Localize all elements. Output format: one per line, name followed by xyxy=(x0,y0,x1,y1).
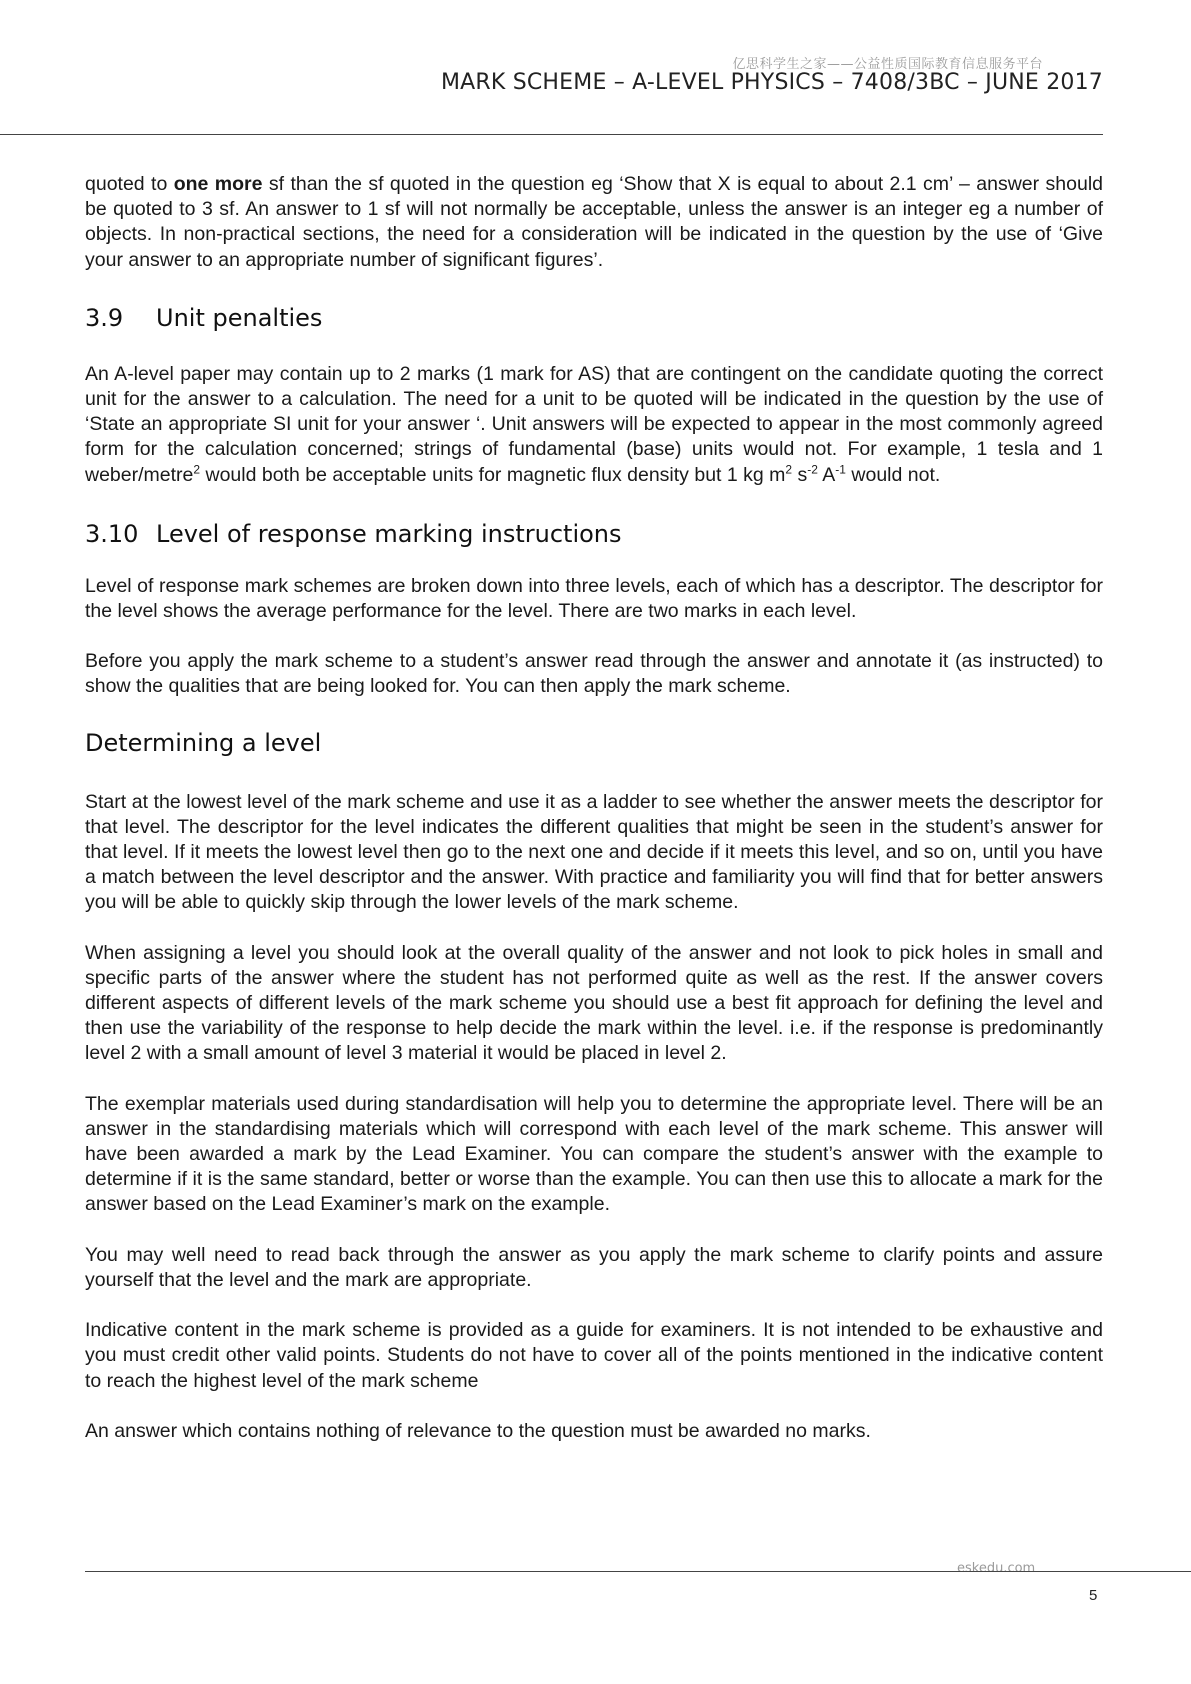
unit-penalties-paragraph xyxy=(85,362,1103,488)
section-heading-3-10 xyxy=(85,519,1103,549)
intro-bold-text: one more xyxy=(173,173,263,195)
header-watermark: 亿思科学生之家——公益性质国际教育信息服务平台 xyxy=(732,57,1043,72)
header-title: MARK SCHEME – A-LEVEL PHYSICS – 7408/3BC – JUNE 2017 xyxy=(440,70,1103,95)
superscript: 2 xyxy=(785,462,793,477)
unit-text-a: An A-level paper may contain up to 2 marks (1 mark for AS) that are contingent on the candidate quoting the correct unit for the answer to a calculation. The need for a unit to be quoted will be indicated in the question by the use of ‘State an appropriate SI unit for your answer ‘. Unit answers will be expected to appear in the most commonly agreed form for the calculation concerned; strings of fundamental (base) units would not. For example, 1 tesla and 1 weber/metre xyxy=(85,362,1103,486)
intro-text-end: sf than the sf quoted in the question eg ‘Show that X is equal to about 2.1 cm’ – answer should be quoted to 3 sf. An answer to 1 sf will not normally be acceptable, unless the answer is an integer eg a number of objects. In non-practical sections, the need for a consideration will be indicated in the question by the use of ‘Give your answer to an appropriate number of significant figures’. xyxy=(85,173,1104,271)
superscript: -1 xyxy=(835,462,846,477)
section-heading-3-9 xyxy=(85,303,1103,333)
header-rule xyxy=(0,134,1103,135)
unit-text-c: s xyxy=(792,463,808,486)
paragraph: You may well need to read back through the answer as you apply the mark scheme to clarify points and assure yourself that the level and the mark are appropriate. xyxy=(85,1243,1103,1291)
footer-watermark: eskedu.com xyxy=(957,1561,1036,1576)
footer-rule xyxy=(85,1571,1191,1572)
page-number: 5 xyxy=(1089,1587,1098,1604)
unit-text-e: would not. xyxy=(845,463,941,486)
paragraph: Before you apply the mark scheme to a student’s answer read through the answer and annotate it (as instructed) to show the qualities that are being looked for. You can then apply the mark scheme. xyxy=(85,650,1103,698)
section-title: Unit penalties xyxy=(156,303,323,332)
paragraph: An answer which contains nothing of relevance to the question must be awarded no marks. xyxy=(85,1419,871,1442)
paragraph: The exemplar materials used during standardisation will help you to determine the appropriate level. There will be an answer in the standardising materials which will correspond with each level of the mark scheme. This answer will have been awarded a mark by the Lead Examiner. You can compare the student’s answer with the example to determine if it is the same standard, better or worse than the example. You can then use this to allocate a mark for the answer based on the Lead Examiner’s mark on the example. xyxy=(85,1092,1103,1216)
page-body xyxy=(85,172,1103,1444)
section-number: 3.10 xyxy=(85,519,139,548)
section-title: Level of response marking instructions xyxy=(156,519,622,548)
unit-text-d: A xyxy=(817,463,836,486)
section-number: 3.9 xyxy=(85,303,124,332)
intro-text-start: quoted to xyxy=(85,173,174,195)
superscript: 2 xyxy=(193,462,201,477)
paragraph: Level of response mark schemes are broken down into three levels, each of which has a descriptor. The descriptor for the level shows the average performance for the level. There are two marks in each level. xyxy=(85,574,1103,623)
paragraph: Indicative content in the mark scheme is provided as a guide for examiners. It is not intended to be exhaustive and you must credit other valid points. Students do not have to cover all of the points mentioned in the indicative content to reach the highest level of the mark scheme xyxy=(85,1319,1103,1392)
intro-paragraph xyxy=(85,172,1103,273)
paragraph: When assigning a level you should look at the overall quality of the answer and not look to pick holes in small and specific parts of the answer where the student has not performed quite as well as the rest. If the answer covers different aspects of different levels of the mark scheme you should use a best fit approach for defining the level and then use the variability of the response to help decide the mark within the level. i.e. if the response is predominantly level 2 with a small amount of level 3 material it would be placed in level 2. xyxy=(85,941,1103,1065)
paragraph: Start at the lowest level of the mark scheme and use it as a ladder to see whether the answer meets the descriptor for that level. The descriptor for the level indicates the different qualities that might be seen in the student’s answer for that level. If it meets the lowest level then go to the next one and decide if it meets this level, and so on, until you have a match between the level descriptor and the answer. With practice and familiarity you will find that for better answers you will be able to quickly skip through the lower levels of the mark scheme. xyxy=(85,790,1103,914)
subheading-determining-level: Determining a level xyxy=(85,728,322,757)
superscript: -2 xyxy=(807,462,818,477)
unit-text-b: would both be acceptable units for magnetic flux density but 1 kg m xyxy=(200,463,786,486)
